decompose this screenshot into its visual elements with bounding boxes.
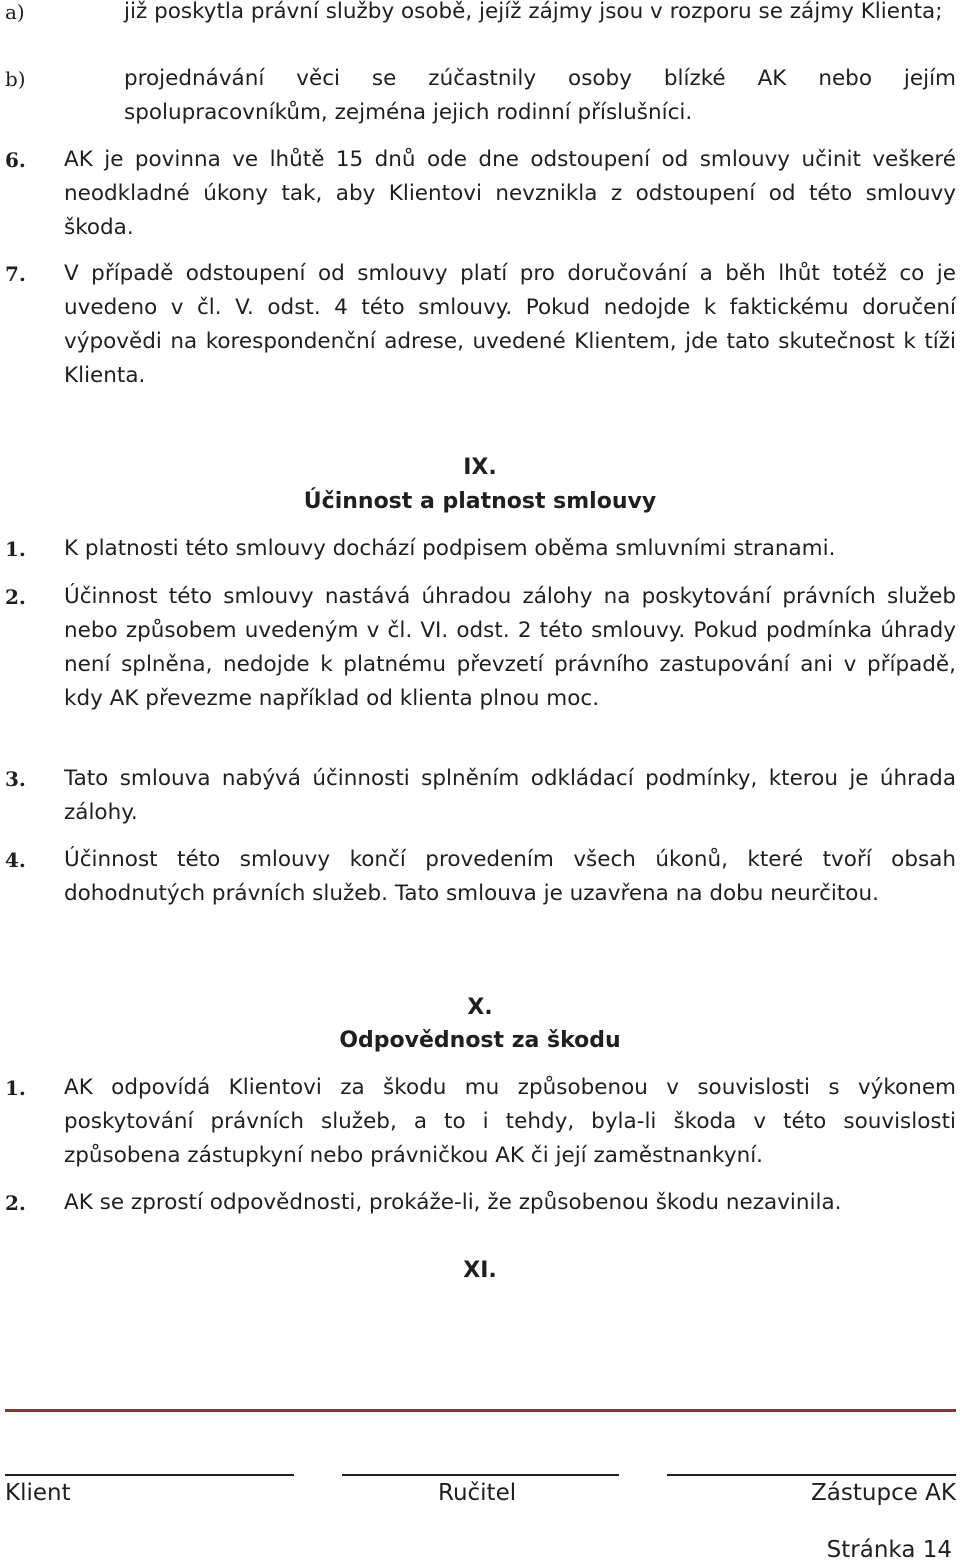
list-item-text: Účinnost této smlouvy nastává úhradou zálohy na poskytování právních služeb nebo způsobem uvedeným v čl. VI. odst. 2 této smlouvy. Pokud podmínka úhrady není splněna, nedojde k platnému převzetí právního zastupování ani v případě, kdy AK převezme například od klienta plnou moc. [64, 584, 956, 711]
section-title: Odpovědnost za škodu [339, 1028, 621, 1053]
signature-label-client: Klient [5, 1480, 71, 1506]
section-number: IX. [463, 455, 497, 480]
list-item-text: K platnosti této smlouvy dochází podpisem oběma smluvními stranami. [64, 536, 836, 561]
list-marker: 1. [5, 1076, 26, 1100]
list-marker: a) [5, 0, 25, 24]
list-marker: 6. [5, 148, 26, 172]
list-item [0, 0, 956, 29]
list-item [0, 532, 956, 566]
list-item-text: AK se zprostí odpovědnosti, prokáže-li, že způsobenou škodu nezavinila. [64, 1190, 842, 1215]
signature-label-representative: Zástupce AK [811, 1480, 956, 1506]
list-item [0, 762, 956, 830]
list-item-text: projednávání věci se zúčastnily osoby blízké AK nebo jejím spolupracovníkům, zejména jejich rodinní příslušníci. [124, 66, 956, 125]
list-item-text: Tato smlouva nabývá účinnosti splněním odkládací podmínky, kterou je úhrada zálohy. [64, 766, 956, 825]
list-marker: 2. [5, 585, 26, 609]
list-marker: 2. [5, 1191, 26, 1215]
list-item-text: AK je povinna ve lhůtě 15 dnů ode dne odstoupení od smlouvy učinit veškeré neodkladné úkony tak, aby Klientovi nevznikla z odstoupení od této smlouvy škoda. [64, 147, 956, 240]
list-item-text: Účinnost této smlouvy končí provedením všech úkonů, které tvoří obsah dohodnutých právních služeb. Tato smlouva je uzavřena na dobu neurčitou. [64, 847, 956, 906]
section-number: X. [467, 995, 493, 1020]
list-item [0, 580, 956, 716]
list-item-text: AK odpovídá Klientovi za škodu mu způsobenou v souvislosti s výkonem poskytování právních služeb, a to i tehdy, byla-li škoda v této souvislosti způsobena zástupkyní nebo právničkou AK či její zaměstnankyní. [64, 1075, 956, 1168]
list-marker: 4. [5, 848, 26, 872]
list-item-text: V případě odstoupení od smlouvy platí pro doručování a běh lhůt totéž co je uvedeno v čl. V. odst. 4 této smlouvy. Pokud nedojde k faktickému doručení výpovědi na korespondenční adrese, uvedené Klientem, jde tato skutečnost k tíži Klienta. [64, 261, 956, 388]
list-item [0, 257, 956, 393]
page-number: Stránka 14 [826, 1537, 952, 1563]
list-item [0, 62, 956, 130]
list-item [0, 1186, 956, 1220]
list-item [0, 843, 956, 911]
section-number: XI. [463, 1258, 497, 1283]
list-item-text: již poskytla právní služby osobě, jejíž zájmy jsou v rozporu se zájmy Klienta; [124, 0, 943, 24]
list-marker: 3. [5, 767, 26, 791]
list-marker: b) [5, 67, 26, 91]
list-item [0, 1071, 956, 1173]
list-marker: 1. [5, 537, 26, 561]
footer-divider [5, 1409, 956, 1412]
list-marker: 7. [5, 262, 26, 286]
section-title: Účinnost a platnost smlouvy [303, 489, 657, 514]
list-item [0, 143, 956, 245]
signature-label-guarantor: Ručitel [438, 1480, 517, 1506]
